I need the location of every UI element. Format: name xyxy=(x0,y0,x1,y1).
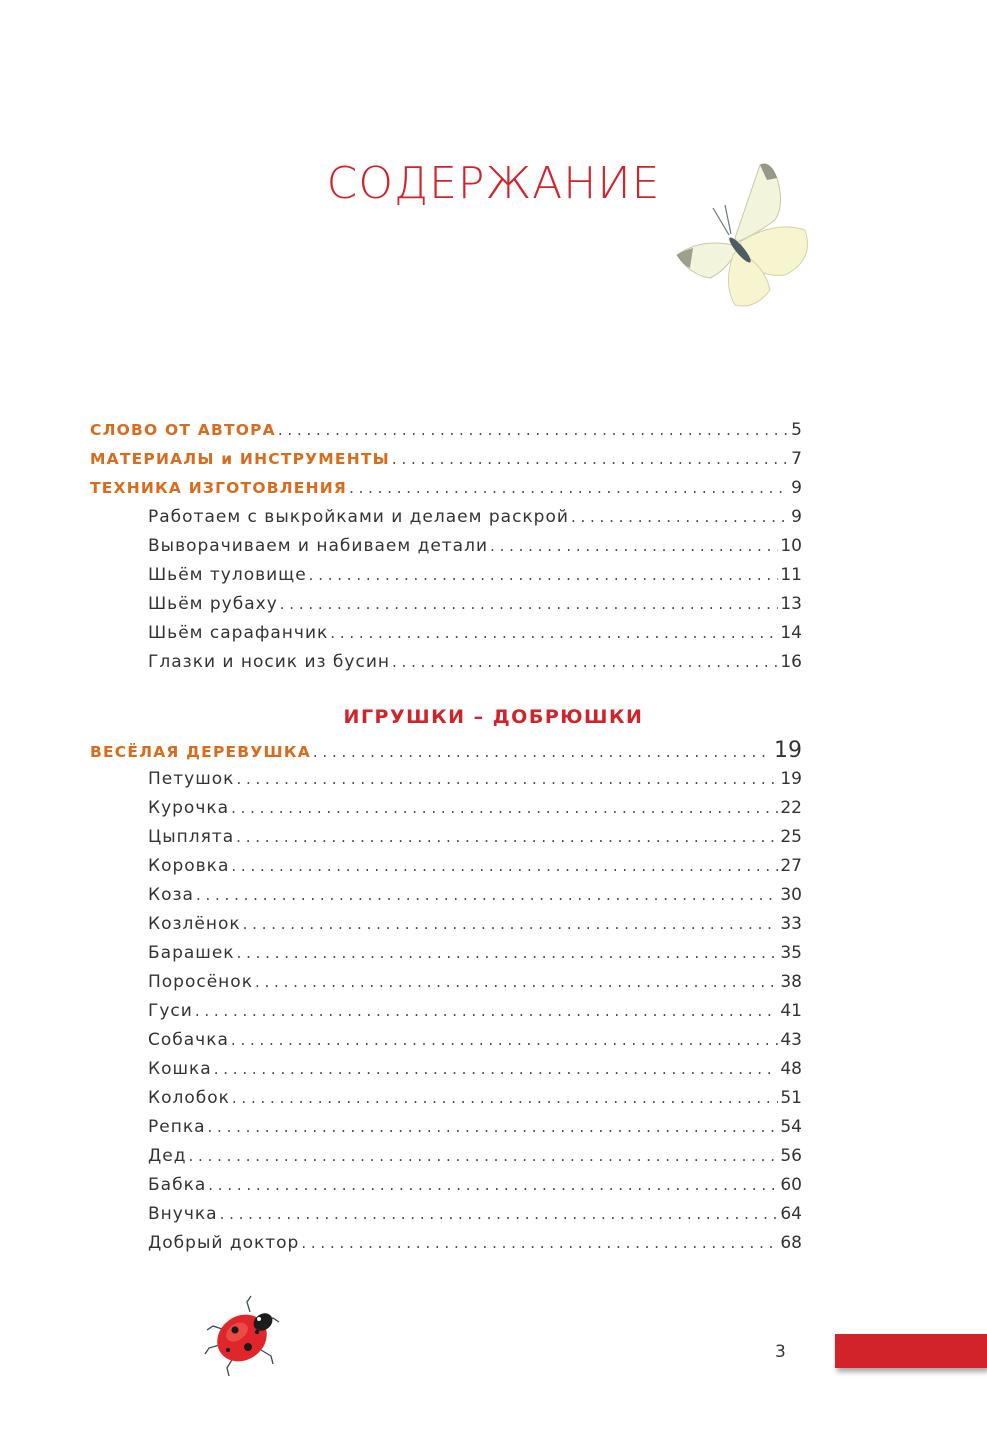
toc-entry-label: Барашек xyxy=(148,943,235,963)
dot-leader xyxy=(237,939,779,968)
dot-leader xyxy=(301,1229,778,1258)
toc-entry-label: Внучка xyxy=(148,1204,218,1224)
dot-leader xyxy=(490,532,778,561)
toc-entry-page: 68 xyxy=(780,1233,802,1253)
toc-entry-page: 54 xyxy=(780,1117,802,1137)
toc-entry-label: Репка xyxy=(148,1117,206,1137)
toc-entry-label: Собачка xyxy=(148,1030,229,1050)
toc-entry-label: Глазки и носик из бусин xyxy=(148,652,390,672)
toc-entry[interactable] xyxy=(90,968,802,997)
toc-entry[interactable] xyxy=(90,619,802,648)
dot-leader xyxy=(313,738,772,767)
toc-entry-page: 60 xyxy=(780,1175,802,1195)
dot-leader xyxy=(196,881,778,910)
toc-entry-label: Добрый доктор xyxy=(148,1233,300,1253)
toc-entry-page: 14 xyxy=(780,623,802,643)
dot-leader xyxy=(220,1200,779,1229)
toc-entry-label: Дед xyxy=(148,1146,187,1166)
toc-entry[interactable] xyxy=(90,997,802,1026)
toc-entry-label: СЛОВО ОТ АВТОРА xyxy=(90,421,276,439)
toc-entry-page: 51 xyxy=(780,1088,802,1108)
toc-entry-label: ВЕСЁЛАЯ ДЕРЕВУШКА xyxy=(90,743,311,761)
toc-entry-label: Шьём рубаху xyxy=(148,594,278,614)
dot-leader xyxy=(236,823,778,852)
toc-entry-page: 48 xyxy=(780,1059,802,1079)
dot-leader xyxy=(236,765,778,794)
toc-entry-page: 10 xyxy=(780,536,802,556)
toc-entry-label: Выворачиваем и набиваем детали xyxy=(148,536,489,556)
toc-entry[interactable] xyxy=(90,823,802,852)
toc-entry-label: Шьём туловище xyxy=(148,565,307,585)
toc-entry-label: Поросёнок xyxy=(148,972,253,992)
toc-entry-page: 30 xyxy=(780,885,802,905)
toc-entry-page: 35 xyxy=(780,943,802,963)
toc-entry[interactable] xyxy=(90,590,802,619)
toc-entry[interactable] xyxy=(90,1026,802,1055)
toc-entry-label: Бабка xyxy=(148,1175,207,1195)
dot-leader xyxy=(278,416,789,445)
toc-entry-page: 19 xyxy=(774,738,802,763)
dot-leader xyxy=(349,474,789,503)
toc-entry-page: 33 xyxy=(780,914,802,934)
toc-entry[interactable] xyxy=(90,1084,802,1113)
dot-leader xyxy=(309,561,779,590)
butterfly-illustration xyxy=(655,150,825,310)
toc-entry-label: Козлёнок xyxy=(148,914,241,934)
toc-entry-label: Курочка xyxy=(148,798,230,818)
toc-entry[interactable] xyxy=(90,532,802,561)
toc-entry-page: 64 xyxy=(780,1204,802,1224)
toc-entry-label: Шьём сарафанчик xyxy=(148,623,329,643)
toc-entry[interactable] xyxy=(90,445,802,474)
toc-entry[interactable] xyxy=(90,765,802,794)
toc-entry-page: 9 xyxy=(791,478,802,498)
dot-leader xyxy=(189,1142,779,1171)
toc-entry-page: 43 xyxy=(780,1030,802,1050)
toc-entry[interactable] xyxy=(90,794,802,823)
toc-entry[interactable] xyxy=(90,1171,802,1200)
toc-entry[interactable] xyxy=(90,648,802,677)
dot-leader xyxy=(392,648,778,677)
toc-part-2 xyxy=(90,736,802,1258)
ladybug-illustration xyxy=(195,1292,290,1382)
dot-leader xyxy=(280,590,779,619)
toc-entry-page: 41 xyxy=(780,1001,802,1021)
toc-entry-label: Кошка xyxy=(148,1059,212,1079)
toc-entry[interactable] xyxy=(90,1200,802,1229)
toc-entry-page: 27 xyxy=(780,856,802,876)
toc-entry[interactable] xyxy=(90,1229,802,1258)
toc-part-1 xyxy=(90,416,802,677)
toc-entry-label: ТЕХНИКА ИЗГОТОВЛЕНИЯ xyxy=(90,479,348,497)
dot-leader xyxy=(195,997,779,1026)
toc-entry-label: Коровка xyxy=(148,856,230,876)
page-number: 3 xyxy=(775,1342,786,1362)
dot-leader xyxy=(208,1171,778,1200)
toc-entry-page: 5 xyxy=(791,420,802,440)
toc-entry-label: Гуси xyxy=(148,1001,193,1021)
toc-entry-page: 38 xyxy=(780,972,802,992)
dot-leader xyxy=(232,1084,778,1113)
dot-leader xyxy=(214,1055,779,1084)
toc-entry[interactable] xyxy=(90,474,802,503)
page-title: СОДЕРЖАНИЕ xyxy=(326,158,661,209)
toc-entry-page: 56 xyxy=(780,1146,802,1166)
dot-leader xyxy=(208,1113,779,1142)
toc-entry[interactable] xyxy=(90,910,802,939)
dot-leader xyxy=(231,1026,778,1055)
toc-entry[interactable] xyxy=(90,416,802,445)
toc-entry-page: 9 xyxy=(791,507,802,527)
toc-entry-label: Колобок xyxy=(148,1088,230,1108)
dot-leader xyxy=(571,503,789,532)
toc-entry[interactable] xyxy=(90,852,802,881)
toc-entry[interactable] xyxy=(90,1055,802,1084)
dot-leader xyxy=(231,852,778,881)
dot-leader xyxy=(255,968,778,997)
toc-entry-label: Петушок xyxy=(148,769,235,789)
toc-entry[interactable] xyxy=(90,881,802,910)
toc-entry[interactable] xyxy=(90,1142,802,1171)
red-page-tab xyxy=(835,1334,987,1368)
toc-entry-label: Коза xyxy=(148,885,194,905)
dot-leader xyxy=(243,910,779,939)
toc-entry-page: 7 xyxy=(791,449,802,469)
toc-entry[interactable] xyxy=(90,736,802,765)
toc-entry-page: 19 xyxy=(780,769,802,789)
toc-entry-label: Цыплята xyxy=(148,827,235,847)
toc-entry-page: 22 xyxy=(780,798,802,818)
toc-entry-page: 25 xyxy=(780,827,802,847)
toc-entry-label: Работаем с выкройками и делаем раскрой xyxy=(148,507,569,527)
toc-entry-page: 11 xyxy=(780,565,802,585)
section-heading: ИГРУШКИ – ДОБРЮШКИ xyxy=(343,706,644,728)
dot-leader xyxy=(231,794,778,823)
dot-leader xyxy=(392,445,789,474)
toc-entry-page: 16 xyxy=(780,652,802,672)
toc-entry[interactable] xyxy=(90,1113,802,1142)
toc-entry[interactable] xyxy=(90,939,802,968)
dot-leader xyxy=(330,619,778,648)
toc-entry[interactable] xyxy=(90,561,802,590)
toc-entry[interactable] xyxy=(90,503,802,532)
toc-entry-page: 13 xyxy=(780,594,802,614)
toc-entry-label: МАТЕРИАЛЫ и ИНСТРУМЕНТЫ xyxy=(90,450,390,468)
